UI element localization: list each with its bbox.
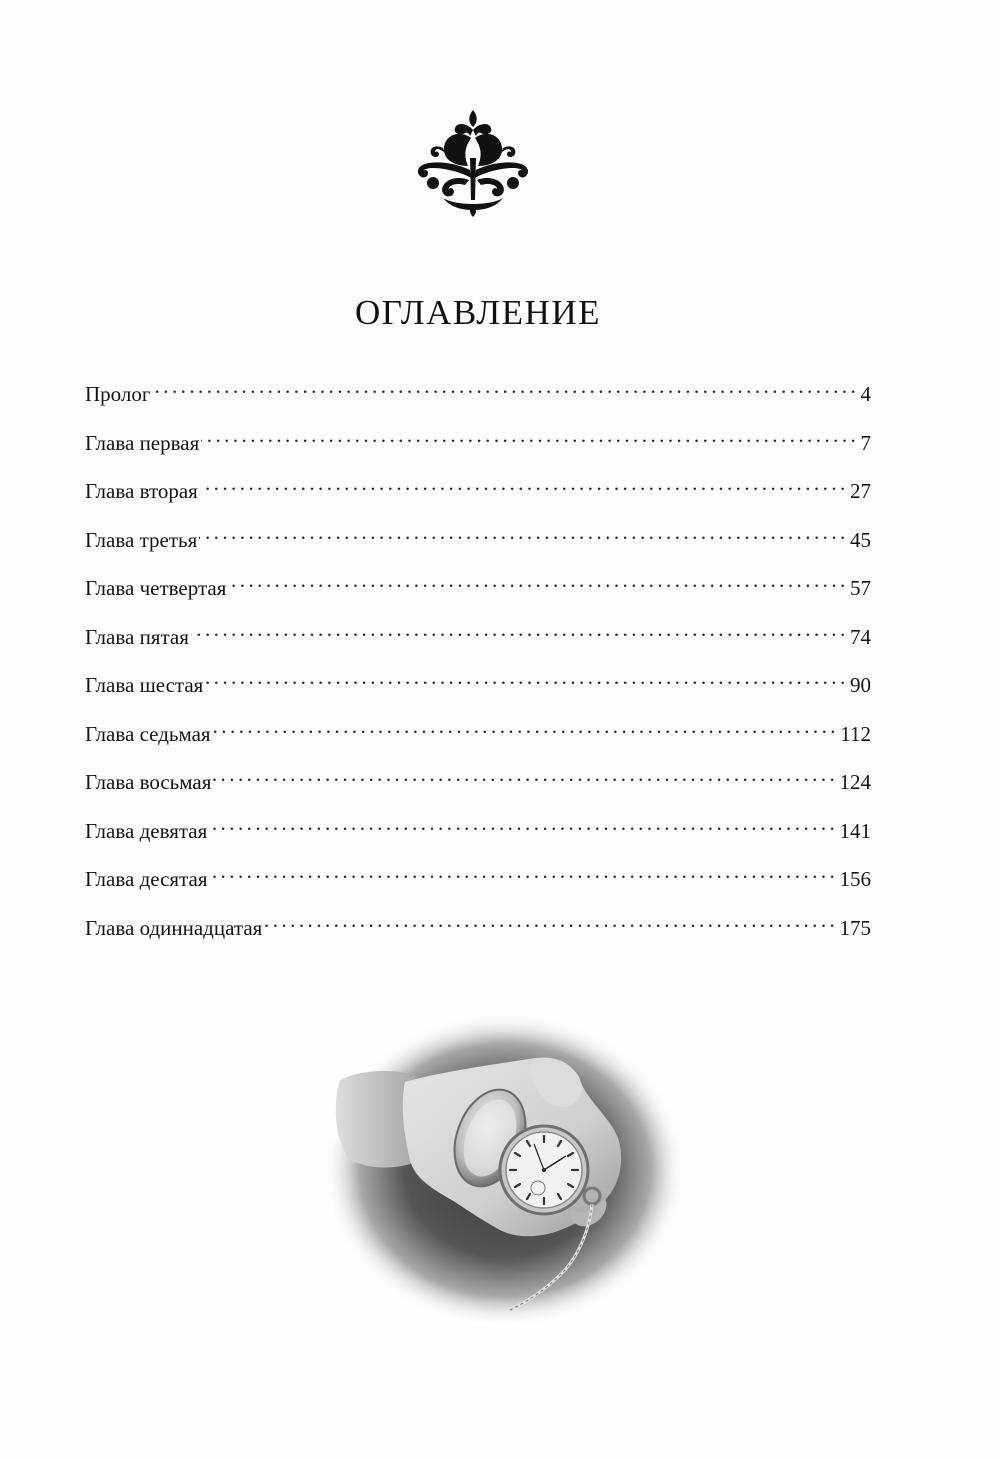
- toc-entry-page-number: 141: [839, 818, 871, 843]
- toc-entry-page-number: 90: [850, 673, 871, 697]
- dot-leader: [228, 565, 847, 595]
- toc-entry-chapter-9[interactable]: [85, 808, 871, 857]
- dot-leader: [199, 517, 847, 547]
- toc-entry-page-number: 57: [850, 576, 871, 600]
- toc-entry-page-number: 4: [860, 382, 871, 406]
- toc-entry-chapter-10[interactable]: [85, 856, 871, 905]
- toc-entry-page-number: 156: [839, 867, 871, 891]
- hand-holding-pocket-watch-illustration: [320, 1010, 690, 1330]
- toc-entry-chapter-1[interactable]: [85, 420, 871, 469]
- toc-entry-chapter-7[interactable]: [85, 711, 871, 760]
- toc-entry-page-number: 45: [850, 527, 871, 552]
- toc-entry-page-number: 74: [850, 624, 871, 649]
- toc-entry-chapter-6[interactable]: [85, 662, 871, 711]
- dot-leader: [152, 371, 857, 401]
- toc-entry-chapter-4[interactable]: [85, 565, 871, 614]
- toc-entry-chapter-8[interactable]: [85, 759, 871, 808]
- dot-leader: [205, 662, 847, 692]
- toc-entry-label: Глава одиннадцатая: [85, 915, 263, 940]
- page-title: ОГЛАВЛЕНИЕ: [355, 293, 601, 332]
- toc-entry-page-number: 27: [850, 479, 871, 503]
- toc-entry-label: Глава восьмая: [85, 770, 212, 794]
- toc-entry-chapter-3[interactable]: [85, 517, 871, 566]
- toc-entry-label: Глава седьмая: [85, 721, 211, 746]
- dot-leader: [213, 759, 836, 789]
- toc-entry-label: Глава четвертая: [85, 576, 227, 600]
- toc-entry-label: Глава третья: [85, 527, 198, 552]
- dot-leader: [209, 808, 836, 838]
- toc-entry-page-number: 7: [860, 430, 871, 455]
- toc-entry-page-number: 124: [839, 770, 871, 794]
- toc-entry-prologue[interactable]: [85, 371, 871, 420]
- toc-entry-label: Пролог: [85, 382, 151, 406]
- dot-leader: [201, 420, 857, 450]
- toc-entry-chapter-11[interactable]: [85, 905, 871, 954]
- toc-entry-page-number: 175: [839, 915, 871, 940]
- toc-entry-label: Глава первая: [85, 430, 200, 455]
- table-of-contents: [85, 371, 871, 953]
- dot-leader: [191, 614, 847, 644]
- toc-entry-label: Глава шестая: [85, 673, 204, 697]
- dot-leader: [264, 905, 836, 935]
- toc-entry-page-number: 112: [840, 721, 871, 746]
- toc-entry-chapter-2[interactable]: [85, 468, 871, 517]
- dot-leader: [210, 856, 837, 886]
- toc-entry-chapter-5[interactable]: [85, 614, 871, 663]
- toc-entry-label: Глава девятая: [85, 818, 208, 843]
- dot-leader: [213, 711, 838, 741]
- toc-entry-label: Глава десятая: [85, 867, 208, 891]
- floral-ornament-icon: [413, 108, 533, 218]
- dot-leader: [200, 468, 847, 498]
- toc-entry-label: Глава вторая: [85, 479, 198, 503]
- toc-entry-label: Глава пятая: [85, 624, 189, 649]
